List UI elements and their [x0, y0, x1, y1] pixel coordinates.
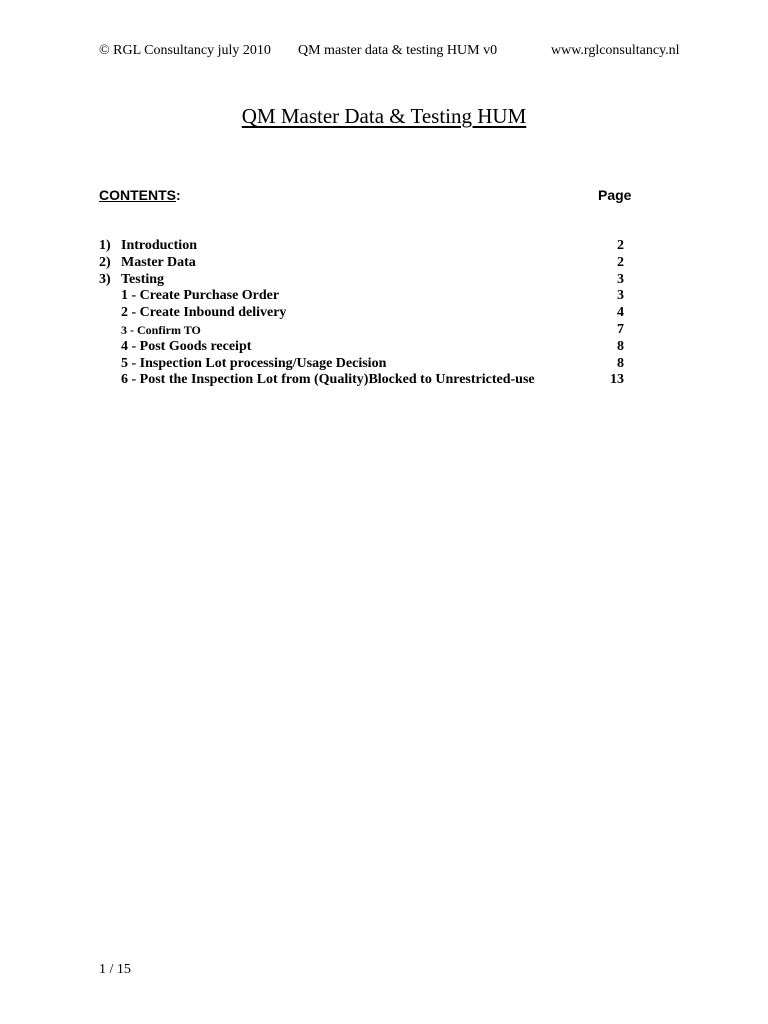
header-copyright: © RGL Consultancy july 2010: [99, 43, 271, 58]
toc-entry: [0, 238, 768, 255]
toc-subentry: [0, 305, 768, 322]
contents-heading-colon: :: [176, 187, 181, 203]
toc-subentry-label: 3 - Confirm TO: [121, 322, 201, 337]
toc-entry: [0, 272, 768, 289]
toc-subentry: [0, 356, 768, 373]
toc-entry-number: 2): [99, 254, 111, 270]
toc-entry-number: 1): [99, 238, 111, 253]
contents-heading-text: CONTENTS: [99, 187, 176, 203]
toc-subentry: [0, 339, 768, 356]
page-title-container: [0, 104, 768, 129]
toc-entry: [0, 255, 768, 272]
toc-subentry-label: 1 - Create Purchase Order: [121, 288, 280, 304]
toc-entry-label: Master Data: [121, 254, 196, 270]
toc-subentry-page: 7: [617, 321, 624, 337]
page-column-heading: Page: [598, 187, 632, 203]
toc-entry-page: 2: [617, 238, 624, 253]
toc-entry-page: 3: [617, 271, 624, 287]
toc-entry-page: 2: [617, 254, 624, 270]
toc-entry-number: 3): [99, 271, 111, 287]
toc-subentry-page: 3: [617, 288, 624, 304]
table-of-contents: [0, 238, 768, 389]
header-website: www.rglconsultancy.nl: [551, 43, 680, 58]
toc-subentry-label: 5 - Inspection Lot processing/Usage Decision: [121, 355, 387, 371]
toc-subentry-page: 8: [617, 355, 624, 371]
contents-heading: [99, 187, 181, 203]
page-title: QM Master Data & Testing HUM: [241, 104, 527, 128]
toc-entry-label: Introduction: [121, 238, 197, 253]
toc-subentry-page: 13: [610, 372, 624, 388]
toc-subentry-label: 6 - Post the Inspection Lot from (Quality)Blocked to Unrestricted-use: [121, 372, 535, 388]
toc-entry-label: Testing: [121, 271, 165, 287]
toc-subentry-label: 4 - Post Goods receipt: [121, 338, 252, 354]
toc-subentry-page: 8: [617, 338, 624, 354]
toc-subentry-page: 4: [617, 305, 624, 321]
toc-subentry: [0, 372, 768, 389]
header-document-title: QM master data & testing HUM v0: [298, 43, 498, 58]
toc-subentry-label: 2 - Create Inbound delivery: [121, 305, 287, 321]
toc-subentry: [0, 288, 768, 305]
page-number-indicator: 1 / 15: [99, 962, 131, 977]
toc-subentry: [0, 322, 768, 339]
